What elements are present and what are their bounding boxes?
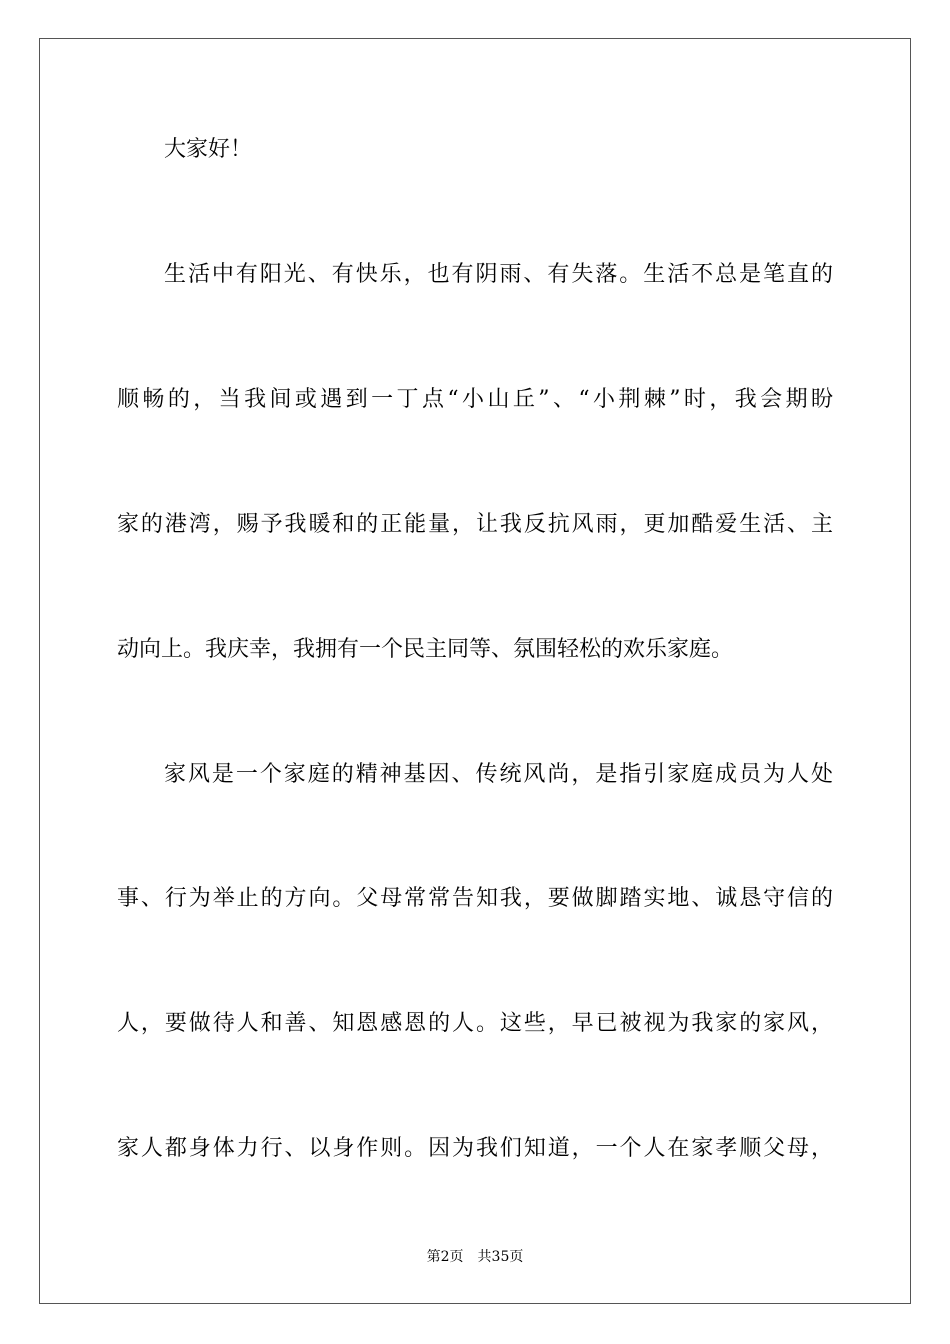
text-line: 家人都身体力行、以身作则。因为我们知道，一个人在家孝顺父母， <box>117 1136 833 1161</box>
text-line: 事、行为举止的方向。父母常常告知我，要做脚踏实地、诚恳守信的 <box>117 886 833 911</box>
text-line: 人，要做待人和善、知恩感恩的人。这些，早已被视为我家的家风， <box>117 1011 833 1036</box>
text-line: 顺畅的，当我间或遇到一丁点“小山丘”、“小荆棘”时，我会期盼 <box>117 387 833 412</box>
text-line: 动向上。我庆幸，我拥有一个民主同等、氛围轻松的欢乐家庭。 <box>117 637 734 662</box>
text-line-greeting: 大家好！ <box>164 137 253 162</box>
page-footer <box>0 1248 950 1266</box>
text-line: 生活中有阳光、有快乐，也有阴雨、有失落。生活不总是笔直的 <box>164 262 833 287</box>
text-line: 家风是一个家庭的精神基因、传统风尚，是指引家庭成员为人处 <box>164 762 833 787</box>
text-line: 家的港湾，赐予我暖和的正能量，让我反抗风雨，更加酷爱生活、主 <box>117 512 833 537</box>
page-number: 第2页 <box>426 1249 464 1265</box>
page-border <box>39 38 911 1304</box>
page-total: 共35页 <box>477 1249 524 1265</box>
